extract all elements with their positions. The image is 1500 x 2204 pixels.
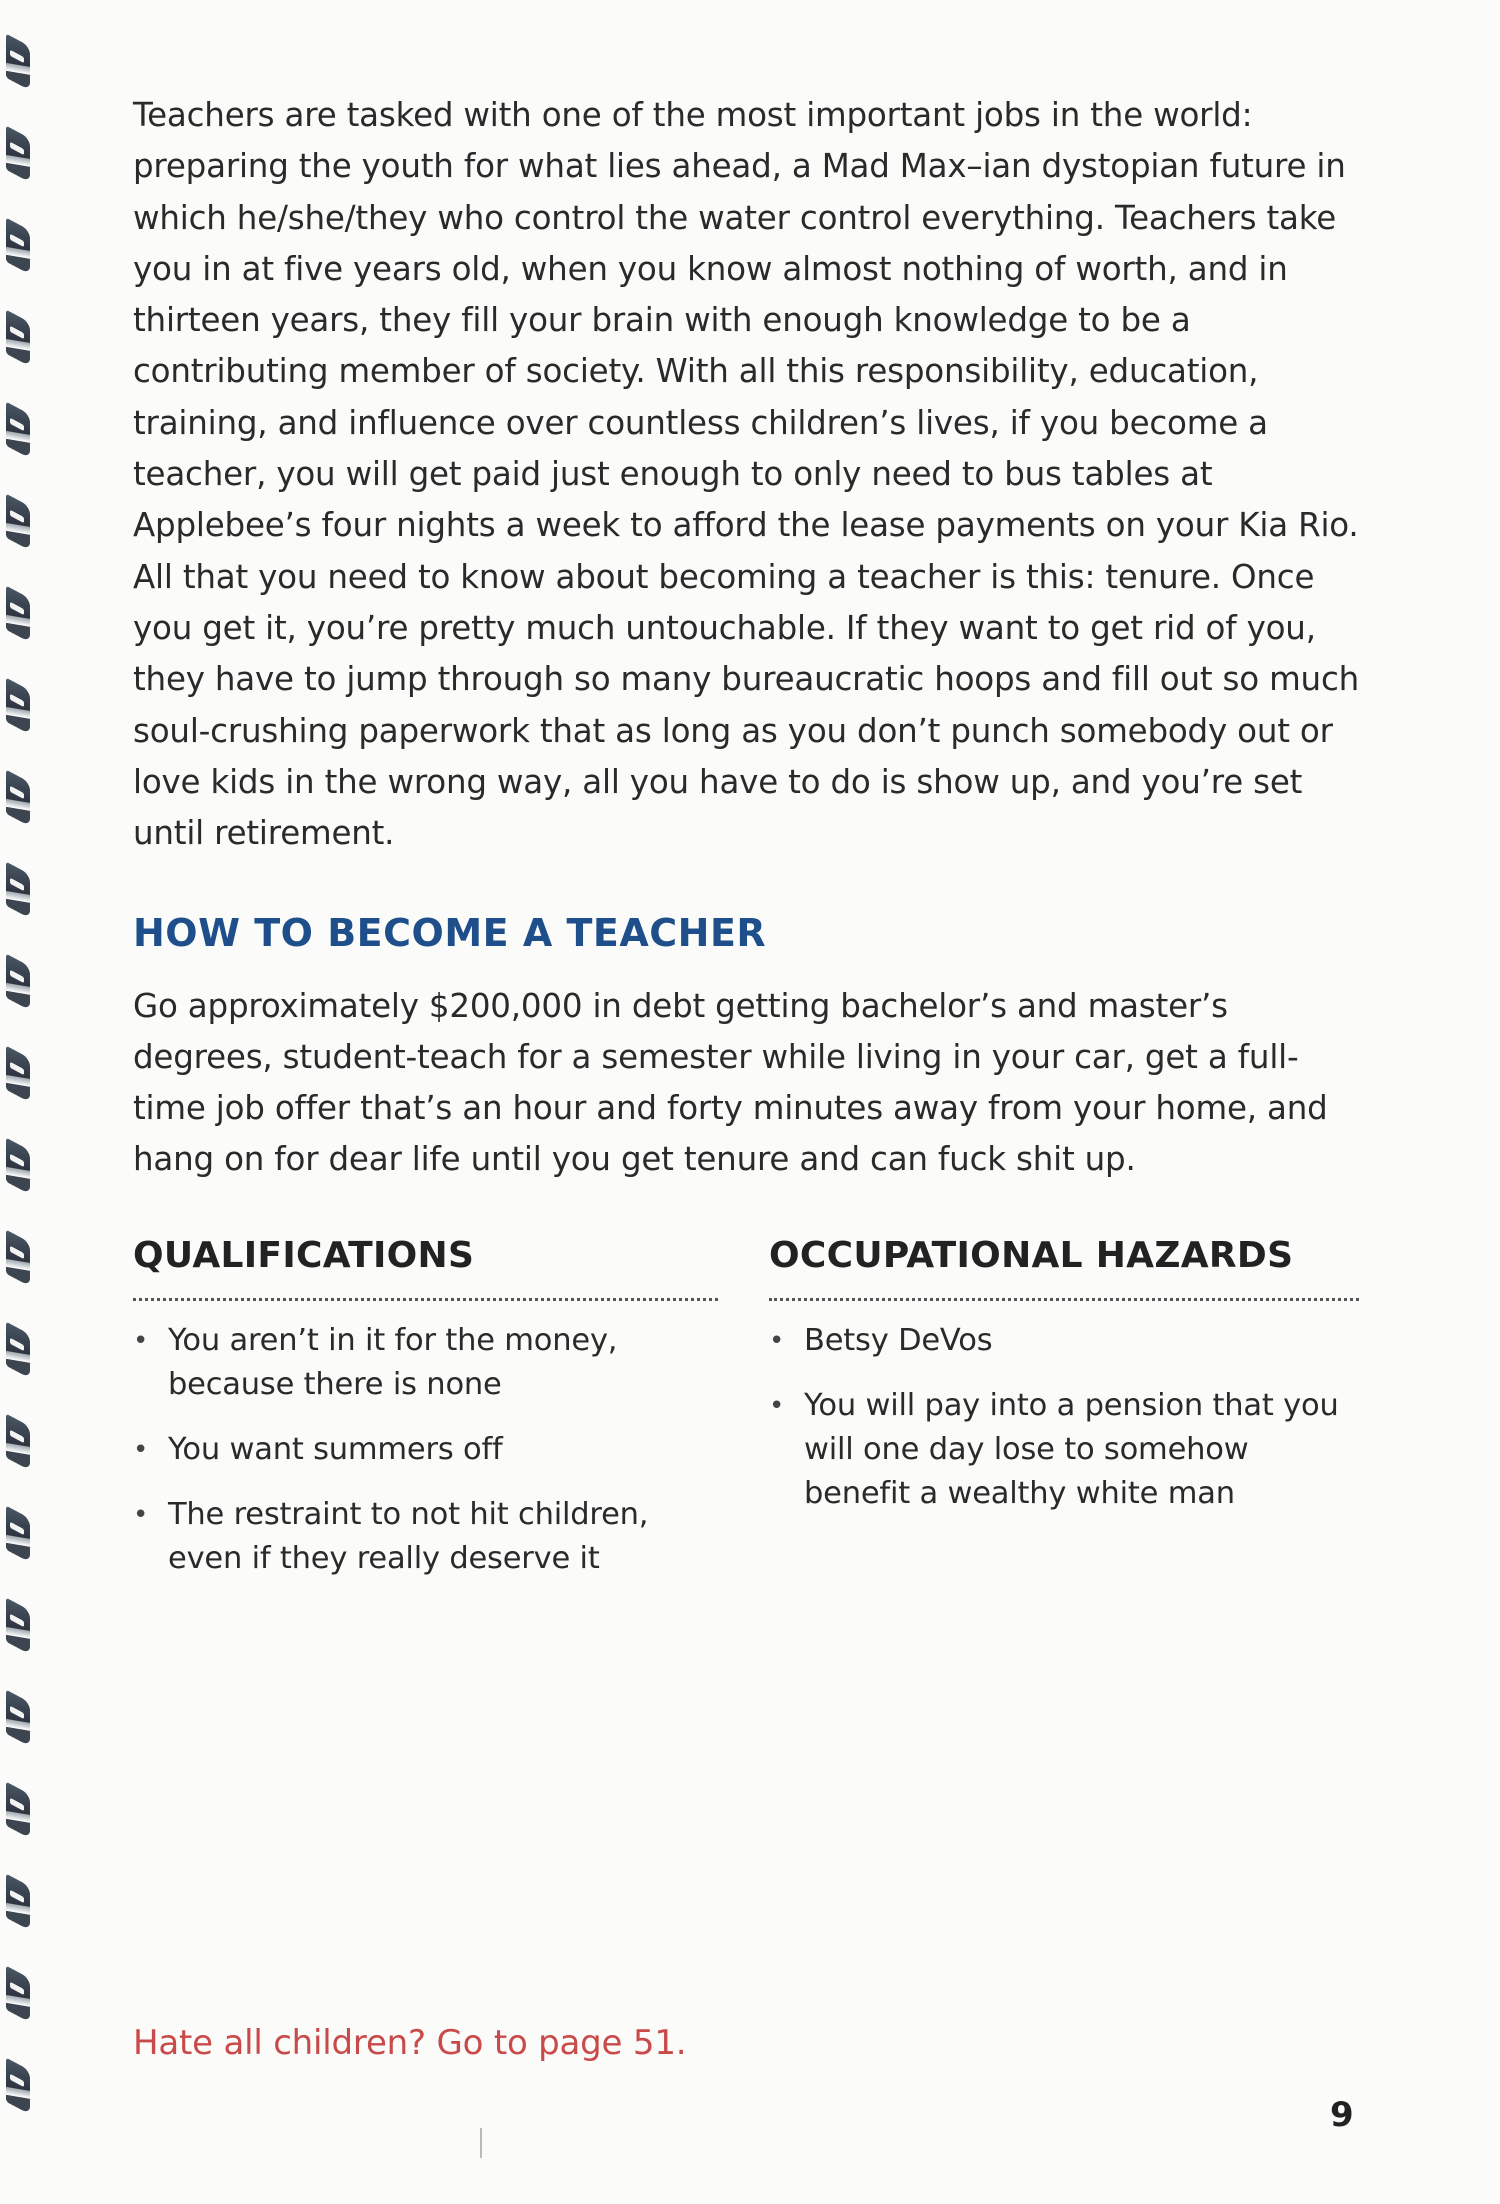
spiral-ring: [6, 2058, 30, 2115]
spiral-ring: [6, 1598, 30, 1655]
spiral-ring: [6, 1046, 30, 1103]
how-to-heading: HOW TO BECOME A TEACHER: [133, 911, 767, 956]
hazards-list: [769, 1319, 1359, 1516]
cross-reference-link: Hate all children? Go to page 51.: [133, 2023, 687, 2063]
bullet-icon: •: [133, 1326, 149, 1357]
bullet-icon: •: [133, 1435, 149, 1466]
spiral-ring: [6, 1782, 30, 1839]
spiral-ring: [6, 494, 30, 551]
list-item: [133, 1428, 718, 1472]
spiral-ring: [6, 1322, 30, 1379]
list-item: [133, 1319, 718, 1407]
hazards-heading: OCCUPATIONAL HAZARDS: [769, 1235, 1294, 1277]
two-column-lists: [133, 1235, 1363, 1655]
spiral-ring: [6, 126, 30, 183]
spiral-ring: [6, 770, 30, 827]
list-item: [769, 1319, 1359, 1363]
spiral-binding: [0, 40, 40, 2180]
spiral-ring: [6, 218, 30, 275]
qualifications-heading: QUALIFICATIONS: [133, 1235, 475, 1277]
list-item: [133, 1493, 718, 1581]
list-item: [769, 1384, 1359, 1516]
spiral-ring: [6, 402, 30, 459]
spiral-ring: [6, 1874, 30, 1931]
intro-paragraph: Teachers are tasked with one of the most important jobs in the world: preparing the youth for what lies ahead, a Mad Max–ian dystopian future in which he/she/they who control the water control everything. Teachers take you in at five years old, when you know almost nothing of worth, and in thirteen years, they fill your brain with enough knowledge to be a contributing member of society. With all this responsibility, education, training, and influence over countless children’s lives, if you become a teacher, you will get paid just enough to only need to bus tables at Applebee’s four nights a week to afford the lease payments on your Kia Rio. All that you need to know about becoming a teacher is this: tenure. Once you get it, you’re pretty much untouchable. If they want to get rid of you, they have to jump through so many bureaucratic hoops and fill out so much soul-crushing paperwork that as long as you don’t punch somebody out or love kids in the wrong way, all you have to do is show up, and you’re set until retirement.: [133, 96, 1360, 853]
spiral-ring: [6, 1966, 30, 2023]
spiral-ring: [6, 1690, 30, 1747]
scan-artifact: [480, 2128, 482, 2158]
page-number: 9: [1330, 2095, 1354, 2135]
list-item-text: The restraint to not hit children, even if they really deserve it: [168, 1497, 649, 1577]
spiral-ring: [6, 1414, 30, 1471]
list-item-text: You aren’t in it for the money, because there is none: [168, 1323, 618, 1403]
bullet-icon: •: [769, 1391, 785, 1422]
page-content: [133, 90, 1363, 1655]
list-item-text: Betsy DeVos: [804, 1323, 993, 1359]
spiral-ring: [6, 1138, 30, 1195]
spiral-ring: [6, 862, 30, 919]
spiral-ring: [6, 678, 30, 735]
spiral-ring: [6, 1230, 30, 1287]
bullet-icon: •: [769, 1326, 785, 1357]
how-to-paragraph: Go approximately $200,000 in debt getting bachelor’s and master’s degrees, student-teach for a semester while living in your car, get a full-time job offer that’s an hour and forty minutes away from your home, and hang on for dear life until you get tenure and can fuck shit up.: [133, 987, 1328, 1179]
list-item-text: You want summers off: [168, 1432, 503, 1468]
spiral-ring: [6, 586, 30, 643]
hazards-column: [769, 1235, 1359, 1537]
spiral-ring: [6, 954, 30, 1011]
spiral-ring: [6, 1506, 30, 1563]
qualifications-column: [133, 1235, 718, 1602]
bullet-icon: •: [133, 1500, 149, 1531]
spiral-ring: [6, 310, 30, 367]
qualifications-list: [133, 1319, 718, 1581]
dotted-divider: [133, 1298, 718, 1301]
spiral-ring: [6, 34, 30, 91]
dotted-divider: [769, 1298, 1359, 1301]
list-item-text: You will pay into a pension that you will one day lose to somehow benefit a wealthy white man: [804, 1388, 1339, 1512]
